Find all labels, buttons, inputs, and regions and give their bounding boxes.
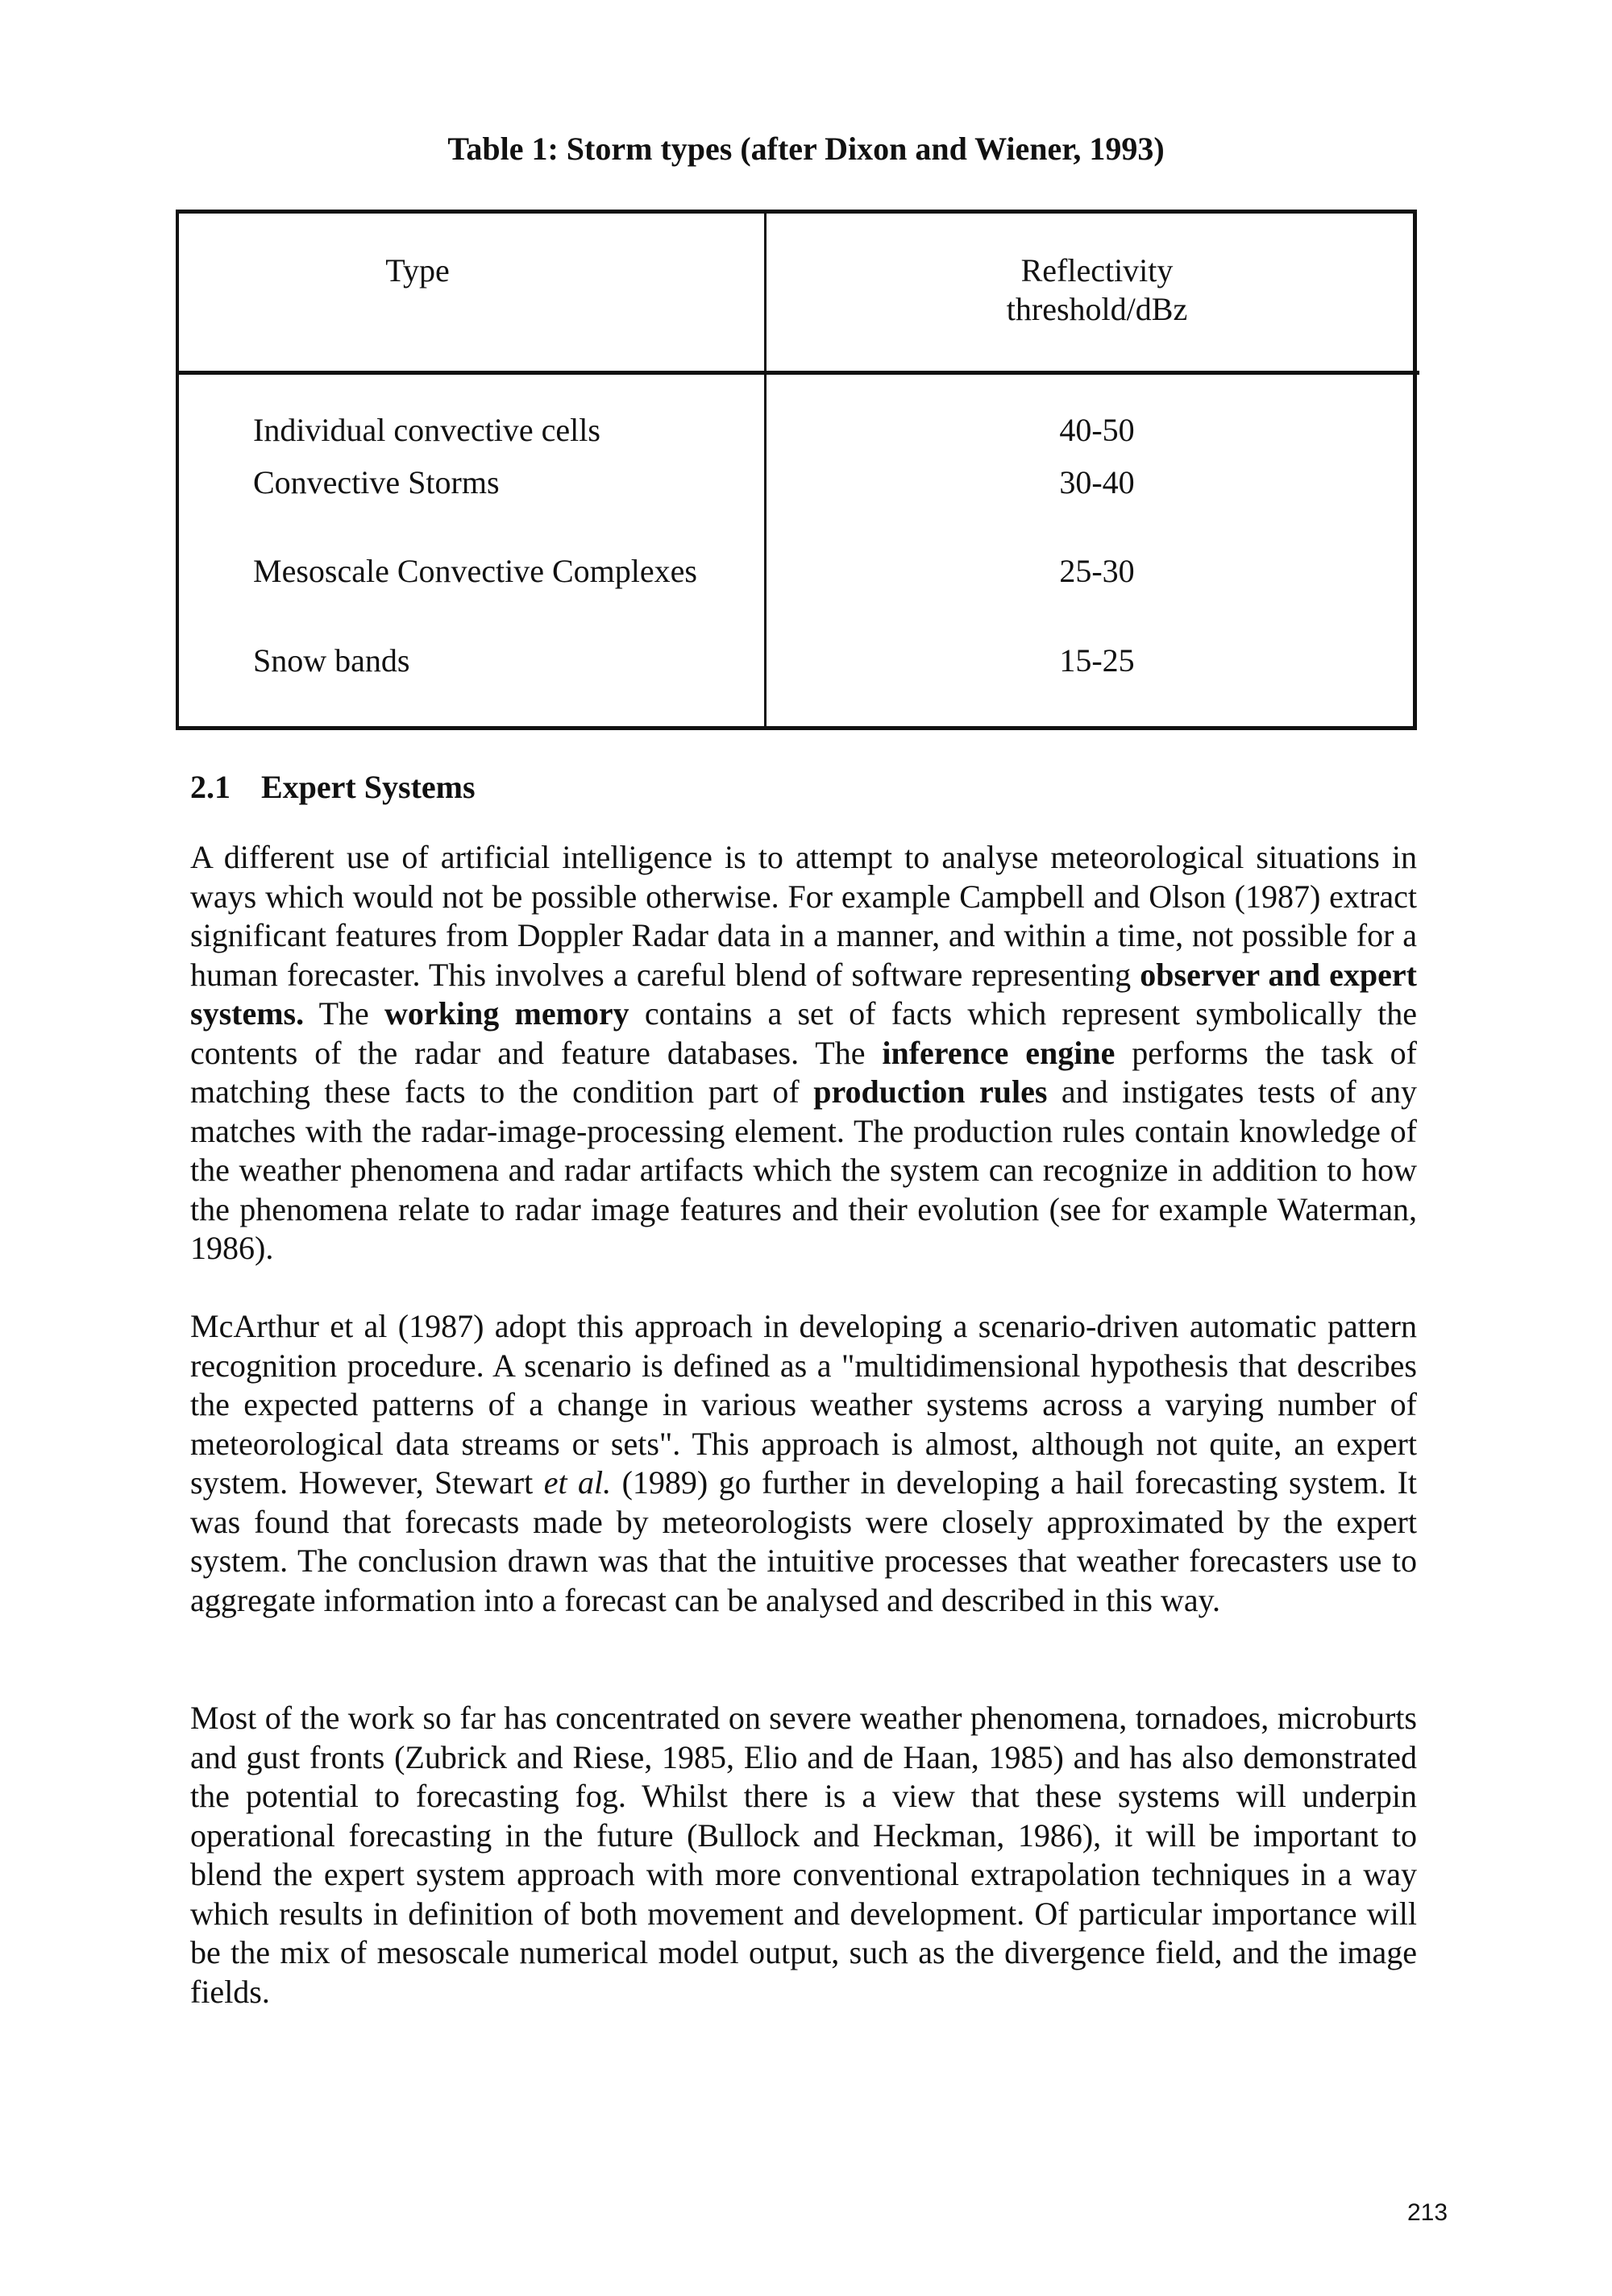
cell-storm-type: Convective Storms bbox=[176, 463, 766, 552]
header-type-label: Type bbox=[385, 252, 450, 289]
paragraph-expert-systems-intro bbox=[190, 838, 1417, 1268]
cell-threshold: 40-50 bbox=[1059, 411, 1135, 448]
page-number: 213 bbox=[1407, 2199, 1448, 2226]
paragraph-severe-weather bbox=[190, 1699, 1417, 2012]
bold-term-working-memory: working memory bbox=[384, 995, 629, 1032]
header-reflectivity-line2: threshold/dBz bbox=[1006, 291, 1188, 327]
italic-et-al: et al. bbox=[543, 1464, 612, 1501]
header-reflectivity bbox=[766, 210, 1420, 372]
text-run: contains a set of facts which represent symbolically the contents of the radar and feature databases. The bbox=[190, 995, 1417, 1071]
text-run: McArthur et al (1987) adopt this approach in developing a scenario-driven automatic pattern recognition procedure. A scenario is defined as a "multidimensional hypothesis that describes the expected patterns of a change in various weather systems across a varying number of meteorological data streams or sets". This approach is almost, although not quite, an expert system. However, Stewart bbox=[190, 1308, 1417, 1501]
table-row bbox=[176, 463, 1419, 552]
cell-storm-type: Snow bands bbox=[176, 641, 766, 730]
header-reflectivity-line1: Reflectivity bbox=[1020, 252, 1174, 289]
storm-types-table bbox=[176, 210, 1419, 730]
text-run: Most of the work so far has concentrated on severe weather phenomena, tornadoes, microburts and gust fronts (Zubrick and Riese, 1985, Elio and de Haan, 1985) and has also demonstrated the potential to forecasting fog. Whilst there is a view that these systems will underpin operational forecasting in the future (Bullock and Heckman, 1986), it will be important to blend the expert system approach with more conventional extrapolation techniques in a way which results in definition of both movement and development. Of particular importance will be the mix of mesoscale numerical model output, such as the divergence field, and the image fields. bbox=[190, 1700, 1417, 2010]
bold-term-production-rules: production rules bbox=[813, 1073, 1048, 1110]
section-heading bbox=[190, 767, 476, 808]
cell-threshold: 25-30 bbox=[1059, 553, 1135, 590]
header-reflectivity-label bbox=[767, 210, 1419, 329]
text-run: The bbox=[304, 995, 385, 1032]
paragraph-mcarthur bbox=[190, 1307, 1417, 1620]
table-caption: Table 1: Storm types (after Dixon and Wiener, 1993) bbox=[447, 131, 1165, 167]
cell-threshold: 30-40 bbox=[1059, 464, 1135, 501]
bold-term-observer-expert-systems: observer and expert systems. bbox=[190, 956, 1417, 1032]
table-row bbox=[176, 552, 1419, 641]
text-run: (1989) go further in developing a hail forecasting system. It was found that forecasts made by meteorologists were closely approximated by the expert system. The conclusion drawn was that the intuitive processes that weather forecasters use to aggregate information into a forecast can be analysed and described in this way. bbox=[190, 1464, 1418, 1618]
table-row bbox=[176, 372, 1419, 463]
section-number: 2.1 bbox=[190, 769, 231, 805]
text-run: performs the task of matching these facts to the condition part of bbox=[190, 1034, 1418, 1110]
text-run: and instigates tests of any matches with the radar-image-processing element. The production rules contain knowledge of the weather phenomena and radar artifacts which the system can recognize in addition to how the phenomena relate to radar image features and their evolution (see for example Waterman, 1986). bbox=[190, 1073, 1417, 1266]
table-row bbox=[176, 641, 1419, 730]
bold-term-inference-engine: inference engine bbox=[882, 1034, 1116, 1071]
section-title: Expert Systems bbox=[261, 769, 476, 805]
cell-threshold: 15-25 bbox=[1059, 641, 1135, 679]
table-header-row bbox=[176, 210, 1419, 372]
cell-storm-type: Individual convective cells bbox=[176, 372, 766, 463]
cell-storm-type: Mesoscale Convective Complexes bbox=[176, 552, 766, 641]
header-type bbox=[176, 210, 766, 372]
text-run: A different use of artificial intelligence is to attempt to analyse meteorological situations in ways which would not be possible otherwise. For example Campbell and Olson (1987) extract significant features from Doppler Radar data in a manner, and within a time, not possible for a human forecaster. This involves a careful blend of software representing bbox=[190, 839, 1417, 993]
